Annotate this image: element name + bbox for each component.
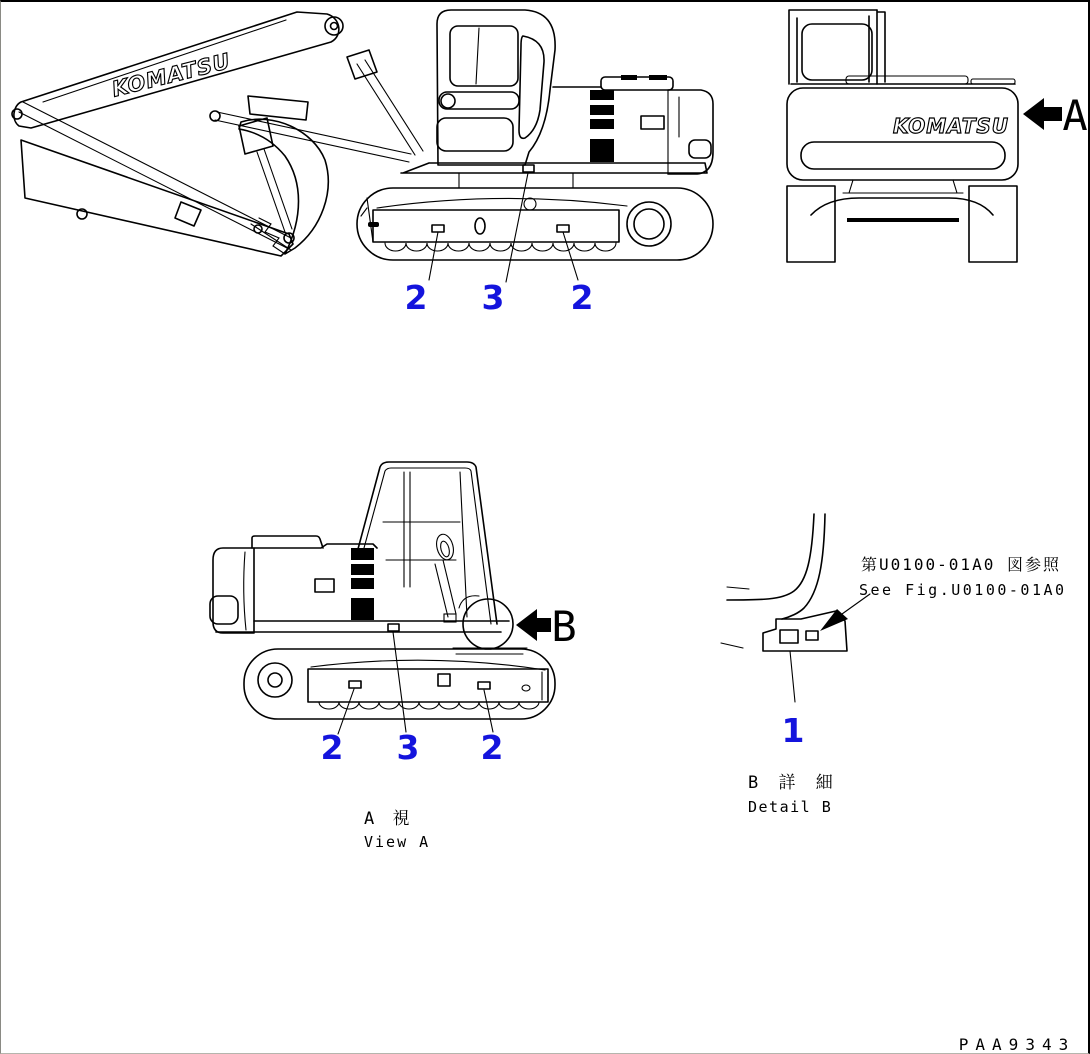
decal-2-left-marker bbox=[432, 225, 444, 232]
left-track bbox=[787, 186, 835, 262]
detail-b-caption-en: Detail B bbox=[748, 798, 833, 816]
view-arrow-a-label: A bbox=[1062, 91, 1088, 140]
parts-diagram-canvas bbox=[1, 2, 1090, 1054]
decal-2-left-marker-view-a bbox=[349, 681, 361, 688]
view-a-arrow-icon bbox=[1023, 98, 1062, 130]
arm-outline bbox=[21, 140, 293, 256]
decal-1-marker bbox=[780, 630, 798, 643]
decal-3-marker bbox=[523, 165, 534, 172]
callout-2-top-left: 2 bbox=[404, 278, 428, 317]
cab-outline bbox=[437, 10, 555, 165]
detail-b-reference-en: See Fig.U0100-01A0 bbox=[859, 581, 1067, 599]
callout-2-top-right: 2 bbox=[570, 278, 594, 317]
detail-b-reference-jp: 第U0100-01A0 図参照 bbox=[861, 555, 1061, 574]
view-a-drawing bbox=[210, 462, 577, 851]
boom-foot-circle bbox=[463, 599, 513, 649]
view-arrow-b-label: B bbox=[551, 602, 577, 651]
side-vent-stripes bbox=[590, 90, 614, 162]
detail-b-caption-jp: B 詳 細 bbox=[748, 773, 838, 793]
decal-2-right-marker bbox=[557, 225, 569, 232]
view-a-caption-en: View A bbox=[364, 833, 431, 851]
view-b-arrow-icon bbox=[516, 609, 551, 641]
view-a-caption-jp: A 視 bbox=[364, 809, 414, 829]
callout-3-mid: 3 bbox=[396, 728, 420, 767]
side-view-drawing bbox=[12, 10, 713, 317]
callout-3-top: 3 bbox=[481, 278, 505, 317]
right-track bbox=[969, 186, 1017, 262]
view-a-cab-outline bbox=[358, 462, 497, 624]
rear-view-drawing bbox=[787, 10, 1088, 262]
decal-2-right-marker-view-a bbox=[478, 682, 490, 689]
callout-2-mid-right: 2 bbox=[480, 728, 504, 767]
view-a-vent-stripes bbox=[351, 548, 374, 620]
rear-komatsu-logo: KOMATSU bbox=[893, 114, 1009, 138]
decal-3-marker-view-a bbox=[388, 624, 399, 631]
part-code: PAA9343 bbox=[958, 1035, 1076, 1054]
callout-1: 1 bbox=[781, 711, 805, 750]
callout-2-mid-left: 2 bbox=[320, 728, 344, 767]
boom-komatsu-logo: KOMATSU bbox=[109, 48, 234, 102]
detail-b-drawing bbox=[721, 514, 1067, 816]
